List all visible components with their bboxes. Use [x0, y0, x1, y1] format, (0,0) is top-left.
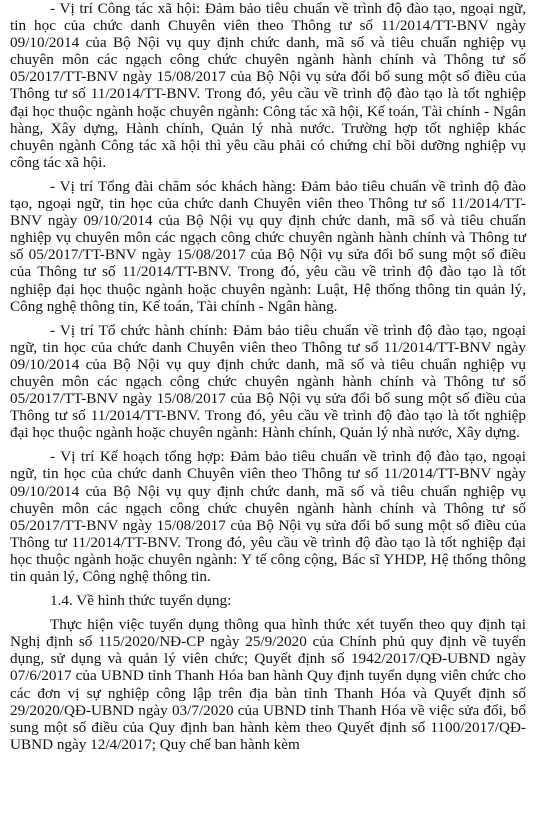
paragraph-social-work-position: - Vị trí Công tác xã hội: Đảm bảo tiêu chuẩn về trình độ đào tạo, ngoại ngữ, tin học của chức danh Chuyên viên theo Thông tư số 11/2014/TT-BNV ngày 09/10/2014 của Bộ Nội vụ quy định chức danh, mã số và tiêu chuẩn nghiệp vụ chuyên môn các ngạch công chức chuyên ngành hành chính và Thông tư số 05/2017/TT-BNV ngày 15/08/2017 của Bộ Nội vụ sửa đổi bổ sung một số điều của Thông tư số 11/2014/TT-BNV. Trong đó, yêu cầu về trình độ đào tạo là tốt nghiệp đại học thuộc ngành hoặc chuyên ngành: Công tác xã hội, Kế toán, Tài chính - Ngân hàng, Xây dựng, Hành chính, Quản lý nhà nước. Trường hợp tốt nghiệp khác chuyên ngành Công tác xã hội thì yêu cầu phải có chứng chỉ bồi dưỡng nghiệp vụ công tác xã hội.: [10, 0, 526, 171]
paragraph-recruitment-form: Thực hiện việc tuyển dụng thông qua hình thức xét tuyển theo quy định tại Nghị định số 115/2020/NĐ-CP ngày 25/9/2020 của Chính phủ quy định về tuyển dụng, sử dụng và quản lý viên chức; Quyết định số 1942/2017/QĐ-UBND ngày 07/6/2017 của UBND tỉnh Thanh Hóa ban hành Quy định tuyển dụng viên chức cho các đơn vị sự nghiệp công lập trên địa bàn tỉnh Thanh Hóa và Quyết định số 29/2020/QĐ-UBND ngày 03/7/2020 của UBND tỉnh Thanh Hóa về việc sửa đổi, bổ sung một số điều của Quy định ban hành kèm theo Quyết định số 1100/2017/QĐ-UBND ngày 12/4/2017; Quy chế ban hành kèm: [10, 616, 526, 753]
paragraph-customer-care-position: - Vị trí Tổng đài chăm sóc khách hàng: Đảm bảo tiêu chuẩn về trình độ đào tạo, ngoại ngữ, tin học của chức danh Chuyên viên theo Thông tư số 11/2014/TT-BNV ngày 09/10/2014 của Bộ Nội vụ quy định chức danh, mã số và tiêu chuẩn nghiệp vụ chuyên môn các ngạch công chức chuyên ngành hành chính và Thông tư số 05/2017/TT-BNV ngày 15/08/2017 của Bộ Nội vụ sửa đổi bổ sung một số điều của Thông tư số 11/2014/TT-BNV. Trong đó, yêu cầu về trình độ đào tạo là tốt nghiệp đại học thuộc ngành hoặc chuyên ngành: Luật, Hệ thống thông tin quản lý, Công nghệ thông tin, Kế toán, Tài chính - Ngân hàng.: [10, 177, 526, 315]
section-heading: 1.4. Về hình thức tuyển dụng:: [50, 592, 232, 610]
paragraph-administration-position: - Vị trí Tổ chức hành chính: Đảm bảo tiêu chuẩn về trình độ đào tạo, ngoại ngữ, tin học của chức danh Chuyên viên theo Thông tư số 11/2014/TT-BNV ngày 09/10/2014 của Bộ Nội vụ quy định chức danh, mã số và tiêu chuẩn nghiệp vụ chuyên môn các ngạch công chức chuyên ngành hành chính và Thông tư số 05/2017/TT-BNV ngày 15/08/2017 của Bộ Nội vụ sửa đổi bổ sung một số điều của Thông tư số 11/2014/TT-BNV. Trong đó, yêu cầu về trình độ đào tạo là tốt nghiệp đại học thuộc ngành hoặc chuyên ngành: Hành chính, Quản lý nhà nước, Xây dựng.: [10, 321, 526, 442]
paragraph-planning-position: - Vị trí Kế hoạch tổng hợp: Đảm bảo tiêu chuẩn về trình độ đào tạo, ngoại ngữ, tin học của chức danh Chuyên viên theo Thông tư số 11/2014/TT-BNV ngày 09/10/2014 của Bộ Nội vụ quy định chức danh, mã số và tiêu chuẩn nghiệp vụ chuyên môn các ngạch công chức chuyên ngành hành chính và Thông tư số 05/2017/TT-BNV ngày 15/08/2017 của Bộ Nội vụ sửa đổi bổ sung một số điều của Thông tư 11/2014/TT-BNV. Trong đó, yêu cầu về trình độ đào tạo là tốt nghiệp đại học thuộc ngành hoặc chuyên ngành: Y tế công cộng, Bác sĩ YHDP, Hệ thống thông tin quản lý, Công nghệ thông tin.: [10, 448, 526, 585]
